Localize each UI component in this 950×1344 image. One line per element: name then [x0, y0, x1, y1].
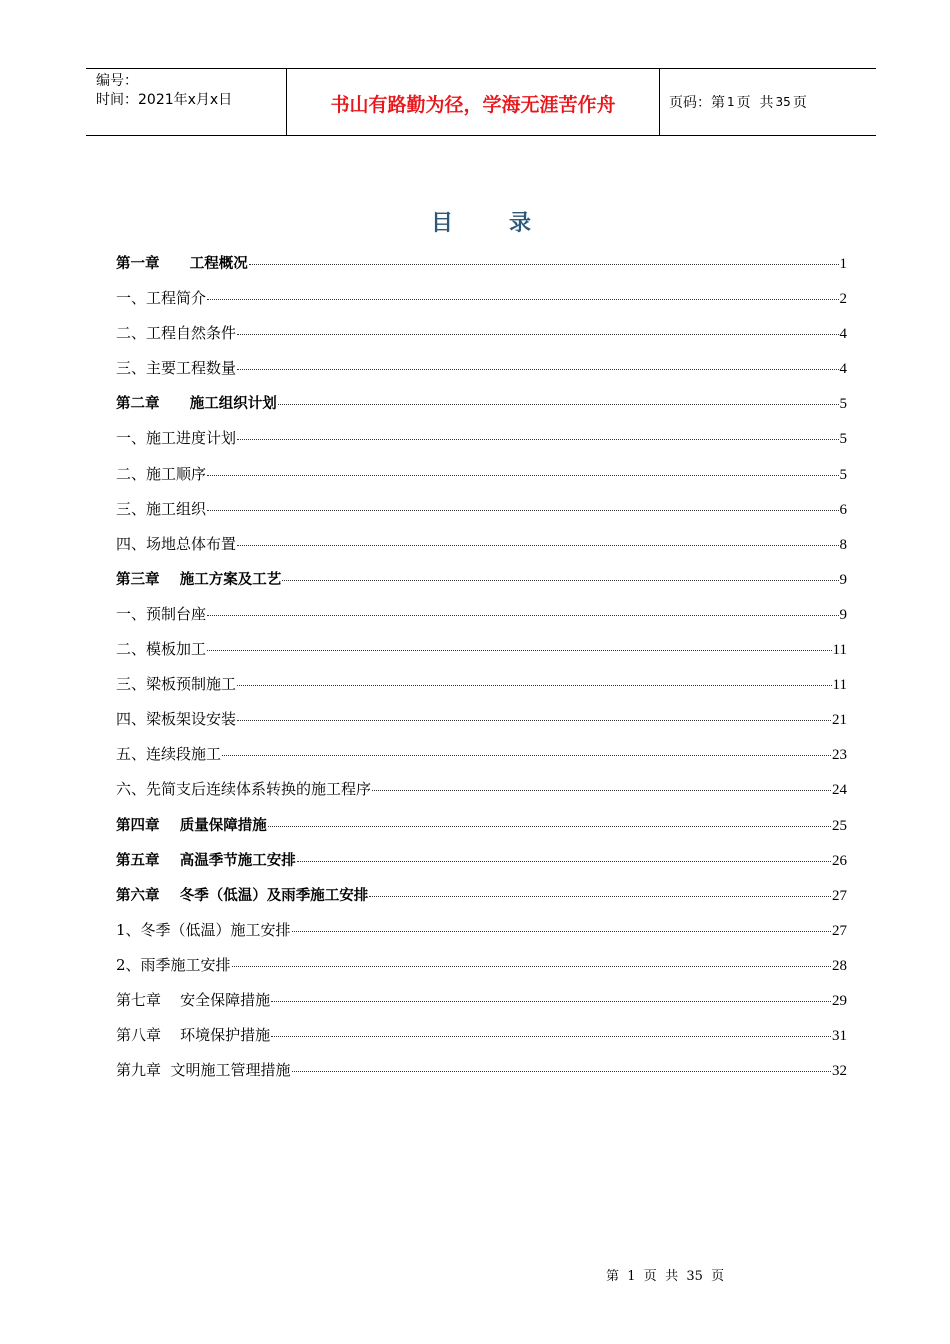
toc-entry-title: 第三章 施工方案及工艺	[116, 571, 282, 588]
toc-leader-dots	[237, 685, 832, 686]
toc-leader-dots	[222, 755, 831, 756]
toc-entry-page: 23	[832, 747, 847, 764]
toc-entry-page: 31	[832, 1028, 847, 1045]
toc-title: 目录	[430, 211, 587, 236]
toc-entry-title: 五、连续段施工	[116, 745, 222, 764]
toc-entry-title: 二、模板加工	[116, 640, 207, 659]
toc-leader-dots	[237, 720, 831, 721]
toc-entry-page: 2	[839, 291, 847, 308]
toc-leader-dots	[237, 334, 838, 335]
toc-leader-dots	[237, 545, 838, 546]
toc-entry-title: 六、先简支后连续体系转换的施工程序	[116, 780, 372, 799]
toc-entry-title: 一、工程简介	[116, 289, 207, 308]
toc-entry-title: 第六章 冬季（低温）及雨季施工安排	[116, 887, 369, 904]
toc-entry-page: 9	[839, 606, 847, 623]
toc-leader-dots	[292, 1071, 831, 1072]
toc-entry-page: 5	[839, 396, 847, 413]
toc-entry-page: 27	[832, 887, 847, 904]
page-current: 1	[727, 95, 735, 109]
time-label: 时间：2021年x月x日	[96, 92, 233, 108]
toc-leader-dots	[207, 615, 838, 616]
toc-entry-page: 24	[832, 782, 847, 799]
toc-entry-page: 26	[832, 852, 847, 869]
toc-entry[interactable]	[116, 778, 847, 813]
toc-leader-dots	[297, 861, 831, 862]
number-label: 编号：	[96, 73, 138, 89]
page-prefix: 页码：第	[669, 95, 725, 111]
toc-leader-dots	[207, 510, 838, 511]
toc-entry[interactable]	[116, 463, 847, 498]
toc-leader-dots	[271, 1001, 831, 1002]
toc-entry[interactable]	[116, 884, 847, 919]
toc-entry[interactable]	[116, 849, 847, 884]
toc-entry-page: 5	[839, 431, 847, 448]
toc-entry-title: 一、预制台座	[116, 604, 207, 623]
table-of-contents	[116, 252, 847, 1094]
toc-entry[interactable]	[116, 708, 847, 743]
toc-entry-title: 第七章 安全保障措施	[116, 990, 271, 1009]
toc-entry-page: 28	[832, 957, 847, 974]
page-mid: 页 共	[736, 95, 774, 111]
toc-entry-title: 第一章 工程概况	[116, 256, 248, 272]
toc-entry[interactable]	[116, 919, 847, 954]
page-header	[86, 68, 876, 136]
toc-leader-dots	[282, 580, 838, 581]
toc-entry[interactable]	[116, 357, 847, 392]
toc-leader-dots	[232, 966, 831, 967]
toc-entry-title: 一、施工进度计划	[116, 429, 237, 448]
toc-entry-title: 第四章 质量保障措施	[116, 817, 267, 834]
toc-entry[interactable]	[116, 322, 847, 357]
header-page-info	[660, 69, 876, 135]
toc-entry[interactable]	[116, 427, 847, 462]
toc-leader-dots	[268, 826, 831, 827]
toc-leader-dots	[237, 369, 838, 370]
toc-entry-title: 四、场地总体布置	[116, 534, 237, 553]
toc-leader-dots	[207, 650, 832, 651]
toc-entry-page: 4	[839, 326, 847, 343]
toc-entry[interactable]	[116, 1059, 847, 1094]
toc-leader-dots	[237, 439, 838, 440]
toc-entry[interactable]	[116, 252, 847, 287]
toc-entry-page: 9	[839, 571, 847, 588]
toc-entry[interactable]	[116, 989, 847, 1024]
toc-entry-page: 8	[839, 536, 847, 553]
toc-entry[interactable]	[116, 1024, 847, 1059]
toc-entry-page: 5	[839, 466, 847, 483]
toc-entry[interactable]	[116, 673, 847, 708]
toc-entry-title: 三、梁板预制施工	[116, 675, 237, 694]
toc-entry-title: 四、梁板架设安装	[116, 710, 237, 729]
toc-entry-title: 三、主要工程数量	[116, 359, 237, 378]
toc-entry[interactable]	[116, 533, 847, 568]
toc-entry-page: 11	[832, 642, 847, 659]
toc-entry-page: 6	[839, 501, 847, 518]
header-meta	[86, 69, 287, 135]
header-motto: 书山有路勤为径，学海无涯苦作舟	[287, 69, 660, 135]
page-footer: 第 1 页 共 35 页	[606, 1269, 725, 1284]
toc-leader-dots	[278, 404, 839, 405]
toc-entry-title: 2、雨季施工安排	[116, 955, 231, 974]
toc-entry[interactable]	[116, 954, 847, 989]
toc-leader-dots	[249, 264, 839, 265]
toc-leader-dots	[369, 896, 831, 897]
toc-entry-title: 1、冬季（低温）施工安排	[116, 920, 291, 939]
toc-entry[interactable]	[116, 498, 847, 533]
toc-entry-title: 二、工程自然条件	[116, 324, 237, 343]
toc-entry[interactable]	[116, 568, 847, 603]
toc-entry-page: 11	[832, 677, 847, 694]
toc-entry-title: 二、施工顺序	[116, 464, 207, 483]
toc-entry[interactable]	[116, 814, 847, 849]
page-suffix: 页	[792, 95, 807, 111]
toc-leader-dots	[292, 931, 831, 932]
toc-entry-page: 4	[839, 361, 847, 378]
toc-leader-dots	[207, 475, 838, 476]
toc-entry-title: 三、施工组织	[116, 499, 207, 518]
toc-leader-dots	[372, 790, 831, 791]
toc-entry-page: 29	[832, 992, 847, 1009]
toc-entry-page: 1	[839, 256, 847, 272]
toc-leader-dots	[207, 299, 838, 300]
toc-entry-page: 32	[832, 1063, 847, 1080]
toc-entry-page: 21	[832, 712, 847, 729]
toc-leader-dots	[271, 1036, 831, 1037]
toc-entry[interactable]	[116, 603, 847, 638]
toc-entry-title: 第九章 文明施工管理措施	[116, 1061, 291, 1080]
toc-entry[interactable]	[116, 638, 847, 673]
page-total: 35	[775, 95, 791, 109]
toc-entry-page: 27	[832, 922, 847, 939]
toc-entry[interactable]	[116, 743, 847, 778]
toc-entry[interactable]	[116, 392, 847, 427]
toc-entry-title: 第二章 施工组织计划	[116, 396, 277, 413]
toc-entry-title: 第五章 高温季节施工安排	[116, 852, 296, 869]
toc-entry-title: 第八章 环境保护措施	[116, 1026, 271, 1045]
toc-entry[interactable]	[116, 287, 847, 322]
toc-entry-page: 25	[832, 817, 847, 834]
